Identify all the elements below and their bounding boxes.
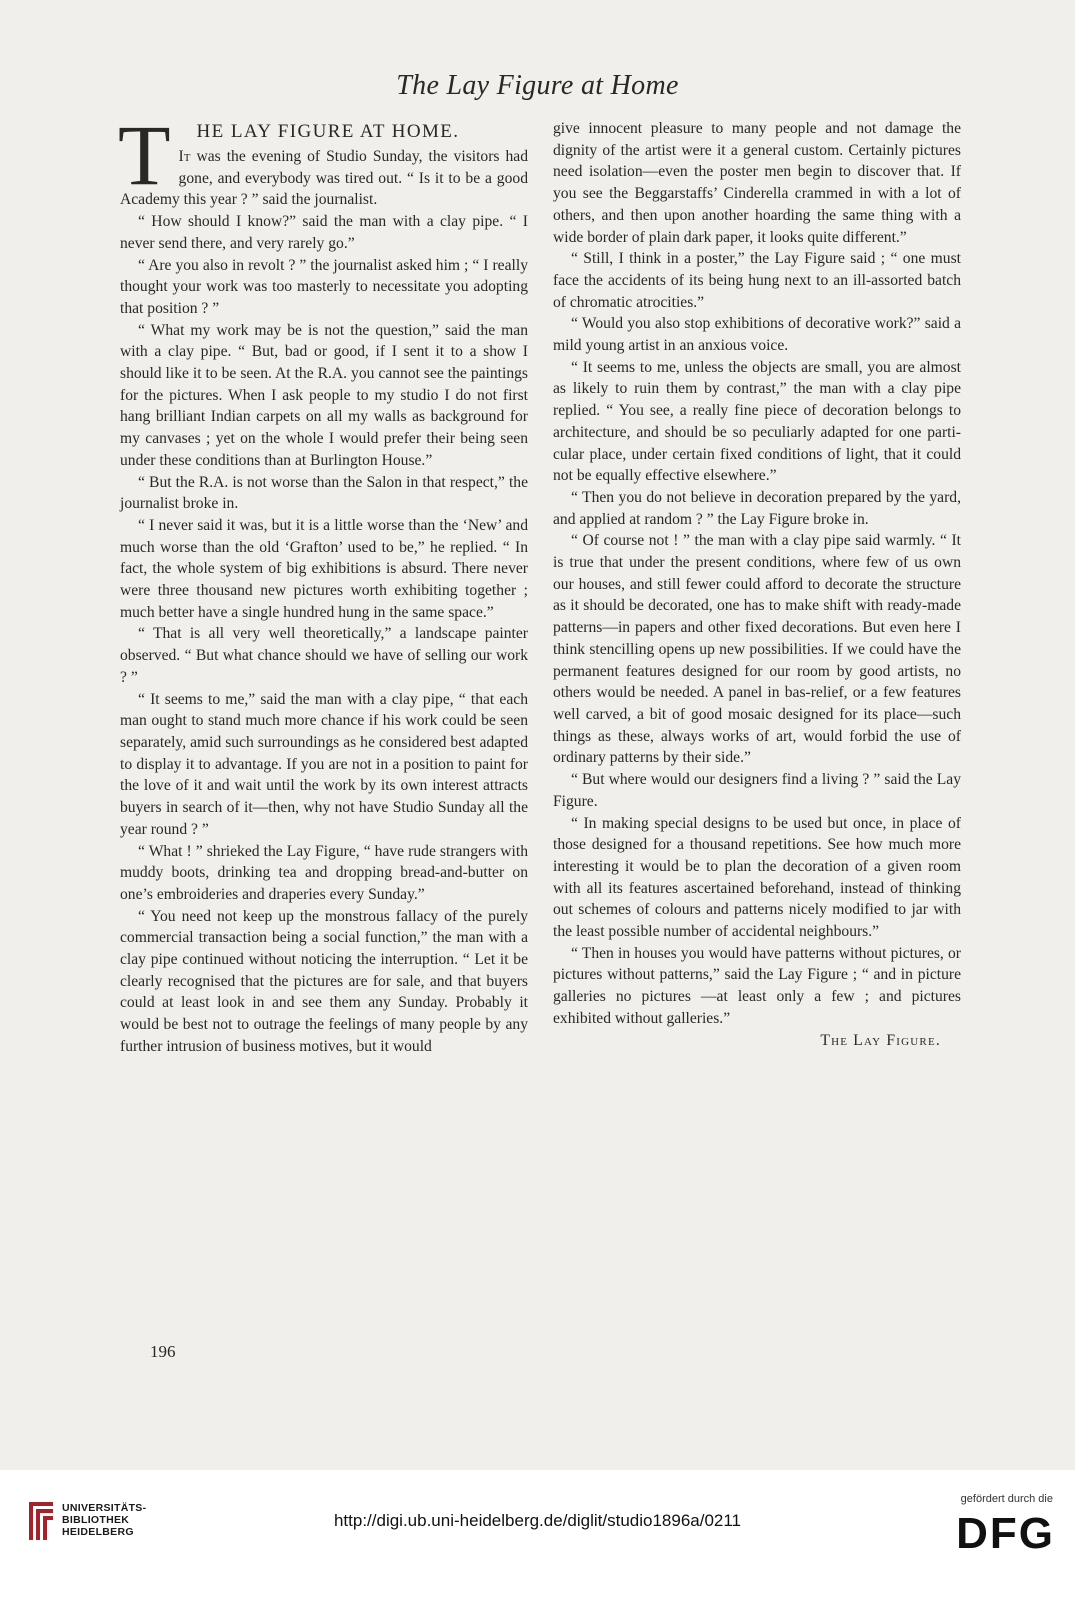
paragraph: “ But the R.A. is not worse than the Salon in that respect,” the journalist broke in.	[120, 473, 528, 513]
page-number: 196	[150, 1342, 176, 1361]
source-url-link[interactable]: http://digi.ub.uni-heidelberg.de/diglit/studio1896a/0211	[333, 1511, 742, 1530]
paragraph: “ Of course not ! ” the man with a clay pipe said warmly. “ It is true that under the present conditions, where few of us own our houses, and still fewer could afford to decorate the structure as it should be decorated, one has to make shift with ready-made patterns—in papers and other fixed decorations. But even here I think stencilling opens up new possibilities. If we could have the permanent features designed for our room by good artists, no others would be needed. A panel in bas-relief, or a few features well carved, a bit of good mosaic designed for its place—such things as these, always works of art, would forbid the use of ordinary patterns by their side.”	[553, 532, 961, 767]
paragraph: “ It seems to me,” said the man with a clay pipe, “ that each man ought to stand much more chance if his work could be seen separately, amid such surroundings as he considered best adapted to display it to advantage. If you are not in a position to paint for the love of it and wait until the work by its own interest attracts buyers in search of it—then, why not have Studio Sunday all the year round ? ”	[120, 690, 528, 838]
paragraph: “ That is all very well theoretically,” a landscape painter observed. “ But what chance should we have of selling our work ? ”	[120, 625, 528, 686]
paragraph: “ What ! ” shrieked the Lay Figure, “ have rude strangers with muddy boots, drinking tea and dropping bread-and-butter on one’s embroideries and draperies every Sunday.”	[120, 842, 528, 903]
paragraph: “ Then you do not believe in decoration prepared by the yard, and applied at random ? ” the Lay Figure broke in.	[553, 488, 961, 528]
paragraph: “ It seems to me, unless the objects are small, you are almost as likely to ruin them by contrast,” the man with a clay pipe replied. “ You see, a really fine piece of decoration belongs to architecture, and should be so peculiarly adapted for one particular place, under certain fixed conditions of light, that it could not be equally effective elsewhere.”	[553, 358, 961, 485]
paragraph-text: was the evening of Studio Sunday, the visitors had gone, and everybody was tired out. “ Is it to be a good Academy this year ? ” said the journalist.	[120, 148, 528, 209]
drop-cap: T	[118, 107, 171, 203]
article-title: HE LAY FIGURE AT HOME.	[196, 121, 460, 142]
paragraph: “ Then in houses you would have patterns without pictures, or pictures without patterns,” said the Lay Figure ; “ and in picture galleries no pictures —at least only a few ; and pictures exhibited without galleries.”	[553, 944, 961, 1027]
right-column	[553, 118, 961, 1051]
paragraph: give innocent pleasure to many people and not damage the dignity of the artist were it a general custom. Certainly pictures need isolation—even the poster men begin to discover that. If you see the Beggarstaffs’ Cinderella crammed in with a lot of others, and then upon another hoarding the same thing with a wide border of plain dark paper, it looks quite different.”	[553, 120, 961, 246]
paragraph: “ Would you also stop exhibitions of decorative work?” said a mild young artist in an anxious voice.	[553, 315, 961, 355]
left-column	[118, 107, 528, 1058]
paragraph: “ I never said it was, but it is a little worse than the ‘New’ and much worse than the old ‘Grafton’ used to be,” he replied. “ In fact, the whole system of big exhibitions is absurd. There never were three thousand new pictures worth exhibiting together ; much better have a single hundred hung in the same space.”	[120, 516, 528, 621]
signature: The Lay Figure.	[820, 1031, 941, 1049]
library-name-line: HEIDELBERG	[62, 1526, 134, 1538]
library-name-line: BIBLIOTHEK	[62, 1514, 130, 1526]
paragraph: “ Are you also in revolt ? ” the journalist asked him ; “ I really thought your work was too masterly to necessitate you adopting that position ? ”	[120, 256, 528, 317]
smallcaps-lead: It	[178, 148, 191, 165]
paragraph: “ But where would our designers find a living ? ” said the Lay Figure.	[553, 771, 961, 810]
article-opening	[118, 107, 528, 211]
paragraph: “ Still, I think in a poster,” the Lay Figure said ; “ one must face the accidents of its being hung next to an ill-assorted batch of chromatic atrocities.”	[553, 250, 961, 311]
paragraph: “ What my work may be is not the question,” said the man with a clay pipe. “ But, bad or good, if I sent it to a show I should like it to be seen. At the R.A. you cannot see the paintings for the pictures. When I ask people to my studio I do not first hang brilliant Indian carpets on all my walls as background for my canvases ; yet on the whole I would prefer their being seen under these conditions than at Burlington House.”	[120, 321, 528, 469]
paragraph	[120, 146, 528, 211]
paragraph: “ In making special designs to be used but once, in place of those designed for a thousand repetitions. See how much more interesting it would be to plan the decoration of a given room with all its features ascertained beforehand, instead of thinking out schemes of colours and patterns nicely modified to jar with the least possible number of accidental neighbours.”	[553, 814, 961, 941]
paragraph: “ How should I know?” said the man with a clay pipe. “ I never send there, and very rarely go.”	[120, 213, 528, 252]
dfg-logo: DFG	[956, 1509, 1055, 1558]
digitization-footer	[0, 1470, 1075, 1597]
library-name-line: UNIVERSITÄTS-	[62, 1502, 147, 1514]
paragraph: “ You need not keep up the monstrous fallacy of the purely commercial transaction being a social function,” the man with a clay pipe continued without noticing the interruption. “ Let it be clearly recognised that the pictures are for sale, and that buyers could at least look in and see them any Sunday. Probably it would be best not to outrage the feelings of many people by any further intrusion of business motives, but it would	[120, 907, 528, 1055]
funder-note: gefördert durch die	[960, 1493, 1053, 1505]
running-head: The Lay Figure at Home	[396, 70, 679, 101]
